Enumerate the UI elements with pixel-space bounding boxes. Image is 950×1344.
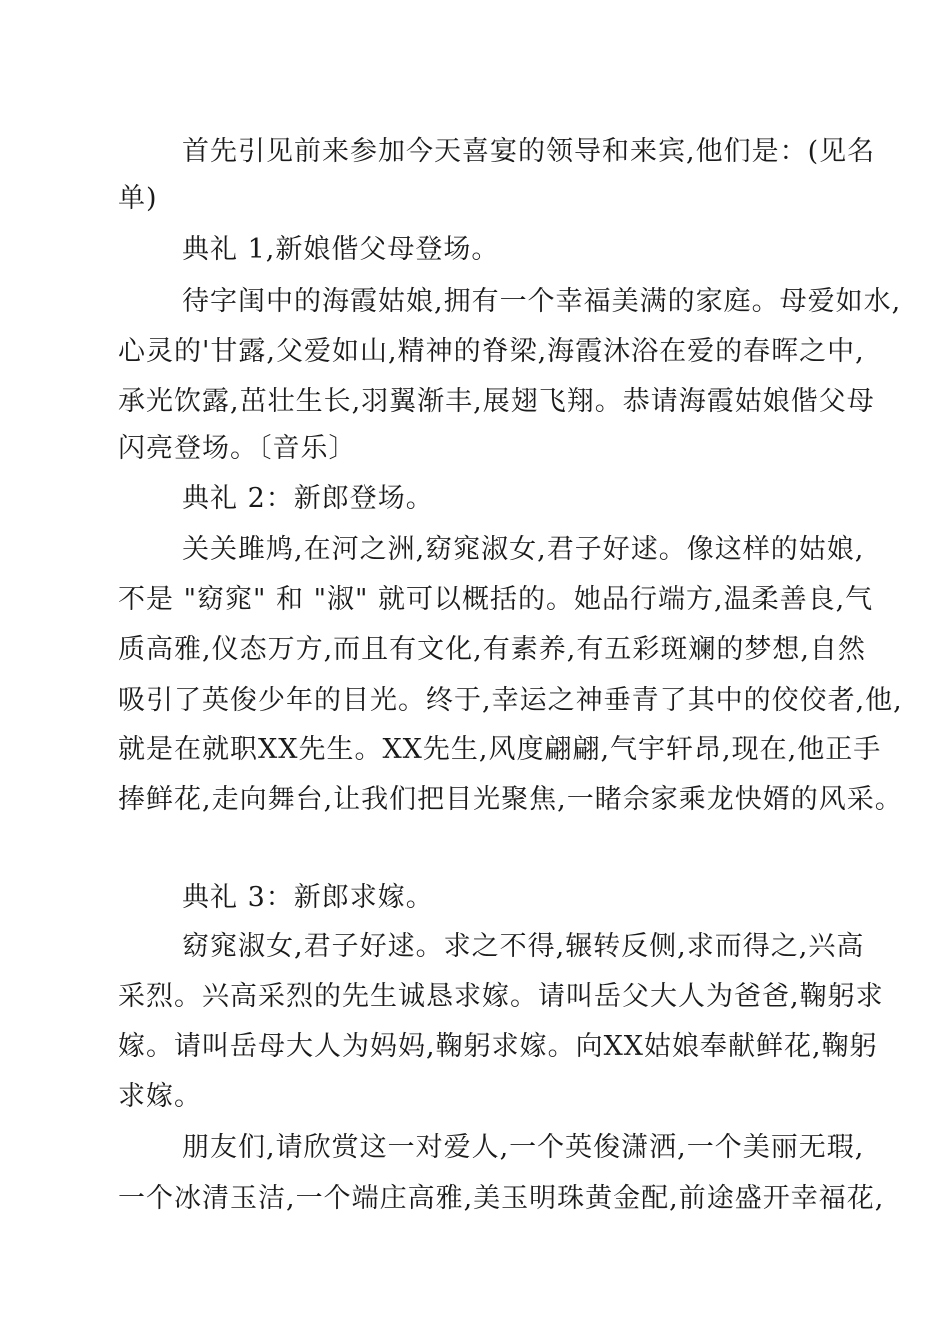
paragraph-guests-line-1: 首先引见前来参加今天喜宴的领导和来宾,他们是：(见名 bbox=[182, 136, 876, 167]
paragraph-friends-line-2: 一个冰清玉洁,一个端庄高雅,美玉明珠黄金配,前途盛开幸福花, bbox=[118, 1183, 885, 1214]
paragraph-groom-line-3: 质高雅,仪态万方,而且有文化,有素养,有五彩斑斓的梦想,自然 bbox=[118, 634, 866, 665]
paragraph-groom-line-4: 吸引了英俊少年的目光。终于,幸运之神垂青了其中的佼佼者,他, bbox=[118, 685, 903, 716]
paragraph-proposal-line-2: 采烈。兴高采烈的先生诚恳求嫁。请叫岳父大人为爸爸,鞠躬求 bbox=[118, 981, 884, 1012]
ceremony-3-heading: 典礼 3：新郎求嫁。 bbox=[182, 882, 434, 913]
paragraph-friends-line-1: 朋友们,请欣赏这一对爱人,一个英俊潇洒,一个美丽无瑕, bbox=[182, 1132, 865, 1163]
paragraph-proposal-line-4: 求嫁。 bbox=[118, 1081, 202, 1112]
paragraph-bride-line-1: 待字闺中的海霞姑娘,拥有一个幸福美满的家庭。母爱如水, bbox=[182, 286, 902, 317]
paragraph-groom-line-2: 不是 "窈窕" 和 "淑" 就可以概括的。她品行端方,温柔善良,气 bbox=[118, 584, 874, 615]
paragraph-bride-line-3: 承光饮露,茁壮生长,羽翼渐丰,展翅飞翔。恭请海霞姑娘偕父母 bbox=[118, 386, 875, 417]
ceremony-2-heading: 典礼 2：新郎登场。 bbox=[182, 483, 434, 514]
paragraph-groom-line-5: 就是在就职XX先生。XX先生,风度翩翩,气宇轩昂,现在,他正手 bbox=[118, 734, 882, 765]
paragraph-proposal-line-3: 嫁。请叫岳母大人为妈妈,鞠躬求嫁。向XX姑娘奉献鲜花,鞠躬 bbox=[118, 1031, 878, 1062]
paragraph-guests-line-2: 单) bbox=[118, 183, 158, 214]
paragraph-proposal-line-1: 窈窕淑女,君子好逑。求之不得,辗转反侧,求而得之,兴高 bbox=[182, 931, 865, 962]
ceremony-1-heading: 典礼 1,新娘偕父母登场。 bbox=[182, 234, 500, 265]
paragraph-bride-line-2: 心灵的'甘露,父爱如山,精神的脊梁,海霞沐浴在爱的春晖之中, bbox=[118, 336, 865, 367]
paragraph-groom-line-1: 关关雎鸠,在河之洲,窈窕淑女,君子好逑。像这样的姑娘, bbox=[182, 534, 865, 565]
paragraph-groom-line-6: 捧鲜花,走向舞台,让我们把目光聚焦,一睹佘家乘龙快婿的风采。 bbox=[118, 784, 903, 815]
paragraph-bride-line-4: 闪亮登场。〔音乐〕 bbox=[118, 433, 357, 464]
